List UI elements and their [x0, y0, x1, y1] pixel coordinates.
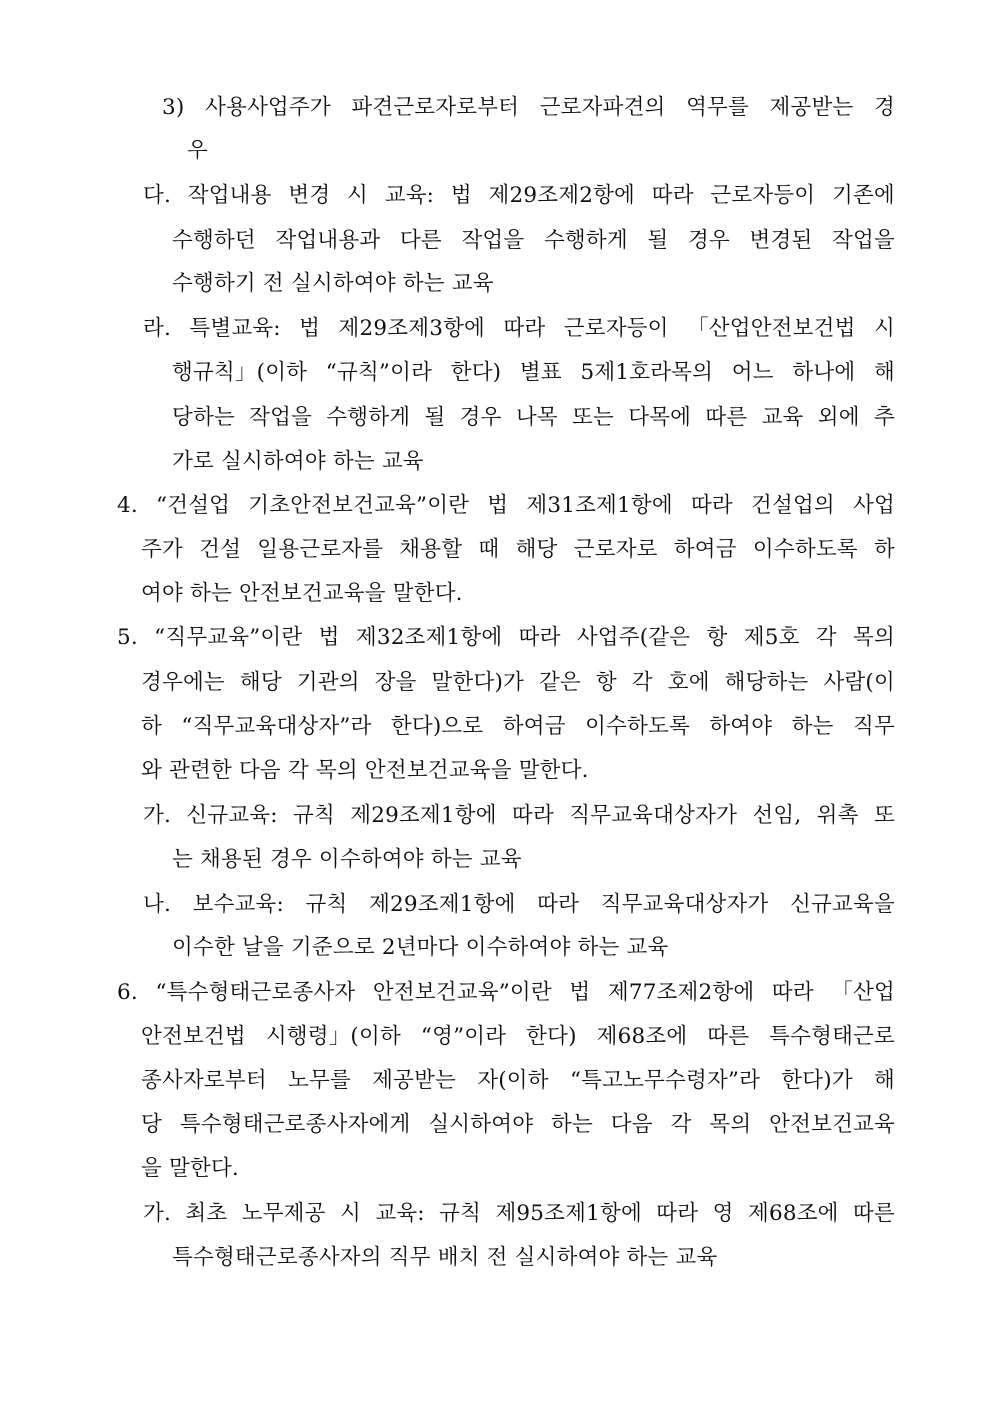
word: 제95조제1항에 [495, 1201, 642, 1226]
word: 각 [670, 1112, 692, 1137]
word: 제29조제1항에 [350, 803, 497, 828]
text-line: 는 채용된 경우 이수하여야 하는 교육 [172, 847, 522, 872]
word: 수행하던 [172, 228, 256, 253]
word: 신규교육: [186, 803, 278, 828]
word: 안전보건법 [141, 1024, 246, 1049]
word: 당 [141, 1112, 162, 1137]
word: 한다)가 [781, 1068, 853, 1093]
word: 될 [424, 405, 446, 430]
word: “건설업 [156, 493, 231, 518]
word: 나목 [515, 405, 558, 430]
text-line [117, 491, 895, 521]
word: 법 [487, 493, 509, 518]
word: 노무를 [288, 1068, 351, 1093]
word: 별표 [519, 360, 562, 385]
word: 직무교육대상자가 [600, 892, 769, 917]
word: 나. [143, 892, 172, 917]
word: 근로자등이 [563, 316, 669, 341]
word: 따른 [707, 1024, 750, 1049]
word: 직무 [852, 714, 895, 739]
word: 외에 [817, 405, 860, 430]
word: 시 [873, 316, 895, 341]
word: 당하는 [172, 405, 235, 430]
word: 특수형태근로종사자에게 [179, 1112, 411, 1137]
word: 경우에는 [141, 670, 225, 695]
word: 규칙 [292, 803, 335, 828]
word: 하여금 [673, 537, 737, 562]
word: 파견근로자로부터 [351, 95, 520, 120]
text-line [143, 181, 895, 211]
word: 경 [873, 95, 895, 120]
word: 사용사업주가 [205, 95, 331, 120]
word: 라. [143, 316, 172, 341]
word: 법 [318, 625, 340, 650]
word: 영 [712, 1201, 734, 1226]
word: 또 [873, 803, 895, 828]
word: 건설업의 [751, 493, 835, 518]
word: 경우 [459, 405, 502, 430]
text-line: 우 [187, 138, 208, 163]
text-line [143, 890, 895, 920]
word: 근로자등이 [710, 183, 816, 208]
word: 해 [873, 360, 895, 385]
word: 신규교육을 [790, 892, 895, 917]
word: 해당 [239, 670, 282, 695]
word: 종사자로부터 [141, 1068, 267, 1093]
word: 선임, [752, 803, 802, 828]
word: 기존에 [831, 183, 895, 208]
word: 교육: [375, 1201, 425, 1226]
word: 하여야 [709, 714, 773, 739]
word: 한다) [450, 360, 502, 385]
text-line [141, 1022, 895, 1052]
word: 하 [141, 714, 162, 739]
text-line [143, 801, 895, 831]
word: “직무교육대상자”라 [181, 714, 372, 739]
word: 추 [873, 405, 895, 430]
text-line [141, 712, 895, 742]
text-line: 와 관련한 다음 각 목의 안전보건교육을 말한다. [141, 758, 589, 783]
text-line [141, 1110, 895, 1140]
word: 따라 [771, 980, 814, 1005]
word: 하 [873, 537, 895, 562]
word: 실시하여야 [428, 1112, 534, 1137]
word: 변경 [288, 183, 331, 208]
word: 3) [162, 95, 185, 120]
word: 같은 [538, 670, 581, 695]
word: 근로자파견의 [539, 95, 666, 120]
text-line: 을 말한다. [141, 1156, 239, 1181]
text-line [117, 978, 895, 1008]
word: 작업내용과 [275, 228, 381, 253]
word: 각 [631, 670, 653, 695]
text-line [143, 1199, 895, 1229]
text-line [117, 623, 895, 653]
word: 보수교육: [192, 892, 284, 917]
word: 하여금 [502, 714, 566, 739]
word: 하나에 [792, 360, 856, 385]
word: 5. [117, 625, 138, 650]
word: 제29조제1항에 [369, 892, 516, 917]
text-line [143, 314, 895, 344]
word: 제77조제2항에 [607, 980, 755, 1005]
word: 목의 [709, 1112, 752, 1137]
word: 수행하게 [326, 405, 411, 430]
word: 제29조제3항에 [338, 316, 486, 341]
word: 한다)으로 [390, 714, 484, 739]
word: 변경된 [749, 228, 813, 253]
word: 제68조에 [747, 1201, 839, 1226]
word: 한다) [526, 1024, 577, 1049]
word: 제5호 [743, 625, 800, 650]
word: 사업 [853, 493, 895, 518]
word: 사람(이 [823, 670, 895, 695]
word: 따라 [503, 316, 546, 341]
word: 가. [143, 1201, 172, 1226]
word: 제공받는 [769, 95, 854, 120]
word: 다목에 [628, 405, 692, 430]
word: 시 [339, 1201, 361, 1226]
word: 기관의 [296, 670, 360, 695]
word: 따라 [512, 803, 554, 828]
text-line [172, 226, 895, 256]
word: 작업을 [461, 228, 525, 253]
word: 해 [874, 1068, 895, 1093]
word: 제공받는 [372, 1068, 457, 1093]
word: 다음 [610, 1112, 653, 1137]
text-line [141, 1066, 895, 1096]
word: 하는 [791, 714, 834, 739]
word: 근로자로 [573, 537, 658, 562]
text-line [141, 668, 895, 698]
word: “특수형태근로종사자 [155, 980, 356, 1005]
word: “영”이라 [420, 1024, 507, 1049]
word: 「산업안전보건법 [687, 316, 856, 341]
word: 노무제공 [241, 1201, 326, 1226]
word: 말한다)가 [431, 670, 524, 695]
word: 또는 [572, 405, 614, 430]
word: 이수하도록 [585, 714, 690, 739]
text-line: 특수형태근로종사자의 직무 배치 전 실시하여야 하는 교육 [172, 1245, 718, 1270]
word: 5제1호라목의 [580, 360, 714, 385]
word: 제29조제2항에 [488, 183, 636, 208]
word: 교육: [384, 183, 435, 208]
word: 제68조에 [596, 1024, 688, 1049]
word: 각 [815, 625, 837, 650]
word: 경우 [687, 228, 730, 253]
word: “규칙”이라 [325, 360, 433, 385]
word: 일용근로자를 [257, 537, 384, 562]
text-line [172, 403, 895, 433]
word: 주가 [141, 537, 183, 562]
word: 따른 [705, 405, 748, 430]
word: 채용할 [399, 537, 463, 562]
word: 작업을 [249, 405, 313, 430]
word: 따라 [651, 183, 694, 208]
word: 최초 [185, 1201, 228, 1226]
word: 목의 [853, 625, 895, 650]
word: 따라 [537, 892, 580, 917]
word: 수행하게 [543, 228, 628, 253]
text-line: 이수한 날을 기준으로 2년마다 이수하여야 하는 교육 [172, 935, 669, 960]
word: 따라 [690, 493, 733, 518]
word: 기초안전보건교육”이란 [248, 493, 470, 518]
word: 항 [595, 670, 617, 695]
word: 특별교육: [189, 316, 281, 341]
text-line [162, 93, 895, 123]
word: 작업을 [832, 228, 895, 253]
word: 하는 [551, 1112, 593, 1137]
word: 장을 [374, 670, 417, 695]
word: 위촉 [816, 803, 859, 828]
word: 특수형태근로 [769, 1024, 895, 1049]
text-line: 여야 하는 안전보건교육을 말한다. [141, 581, 463, 606]
word: 규칙 [305, 892, 348, 917]
word: 시 [347, 183, 368, 208]
word: 교육 [761, 405, 804, 430]
text-line [172, 358, 895, 388]
word: 시행령」(이하 [265, 1024, 401, 1049]
word: 제31조제1항에 [526, 493, 673, 518]
word: 4. [117, 493, 138, 518]
word: 따라 [656, 1201, 699, 1226]
word: 따른 [853, 1201, 895, 1226]
word: 안전보건교육”이란 [372, 980, 552, 1005]
word: 사업주(같은 [576, 625, 691, 650]
word: 다. [143, 183, 172, 208]
word: 될 [647, 228, 669, 253]
word: 직무교육대상자가 [569, 803, 738, 828]
word: “직무교육”이란 [154, 625, 303, 650]
word: “특고노무수령자”라 [569, 1068, 761, 1093]
text-line: 수행하기 전 실시하여야 하는 교육 [172, 271, 494, 296]
word: 호에 [667, 670, 710, 695]
word: 다른 [399, 228, 442, 253]
word: 행규칙」(이하 [172, 360, 308, 385]
word: 항 [706, 625, 728, 650]
word: 「산업 [831, 980, 895, 1005]
text-line: 가로 실시하여야 하는 교육 [172, 449, 424, 474]
word: 따라 [518, 625, 561, 650]
word: 규칙 [439, 1201, 482, 1226]
word: 이수하도록 [752, 537, 858, 562]
word: 자(이하 [477, 1068, 549, 1093]
word: 건설 [199, 537, 242, 562]
word: 법 [299, 316, 321, 341]
word: 제32조제1항에 [355, 625, 503, 650]
word: 작업내용 [187, 183, 272, 208]
word: 때 [478, 537, 500, 562]
text-line [141, 535, 895, 565]
word: 법 [450, 183, 472, 208]
word: 가. [143, 803, 172, 828]
word: 6. [117, 980, 138, 1005]
word: 안전보건교육 [769, 1112, 895, 1137]
word: 어느 [731, 360, 774, 385]
word: 역무를 [686, 95, 749, 120]
word: 법 [569, 980, 591, 1005]
word: 해당 [515, 537, 558, 562]
word: 해당하는 [724, 670, 809, 695]
